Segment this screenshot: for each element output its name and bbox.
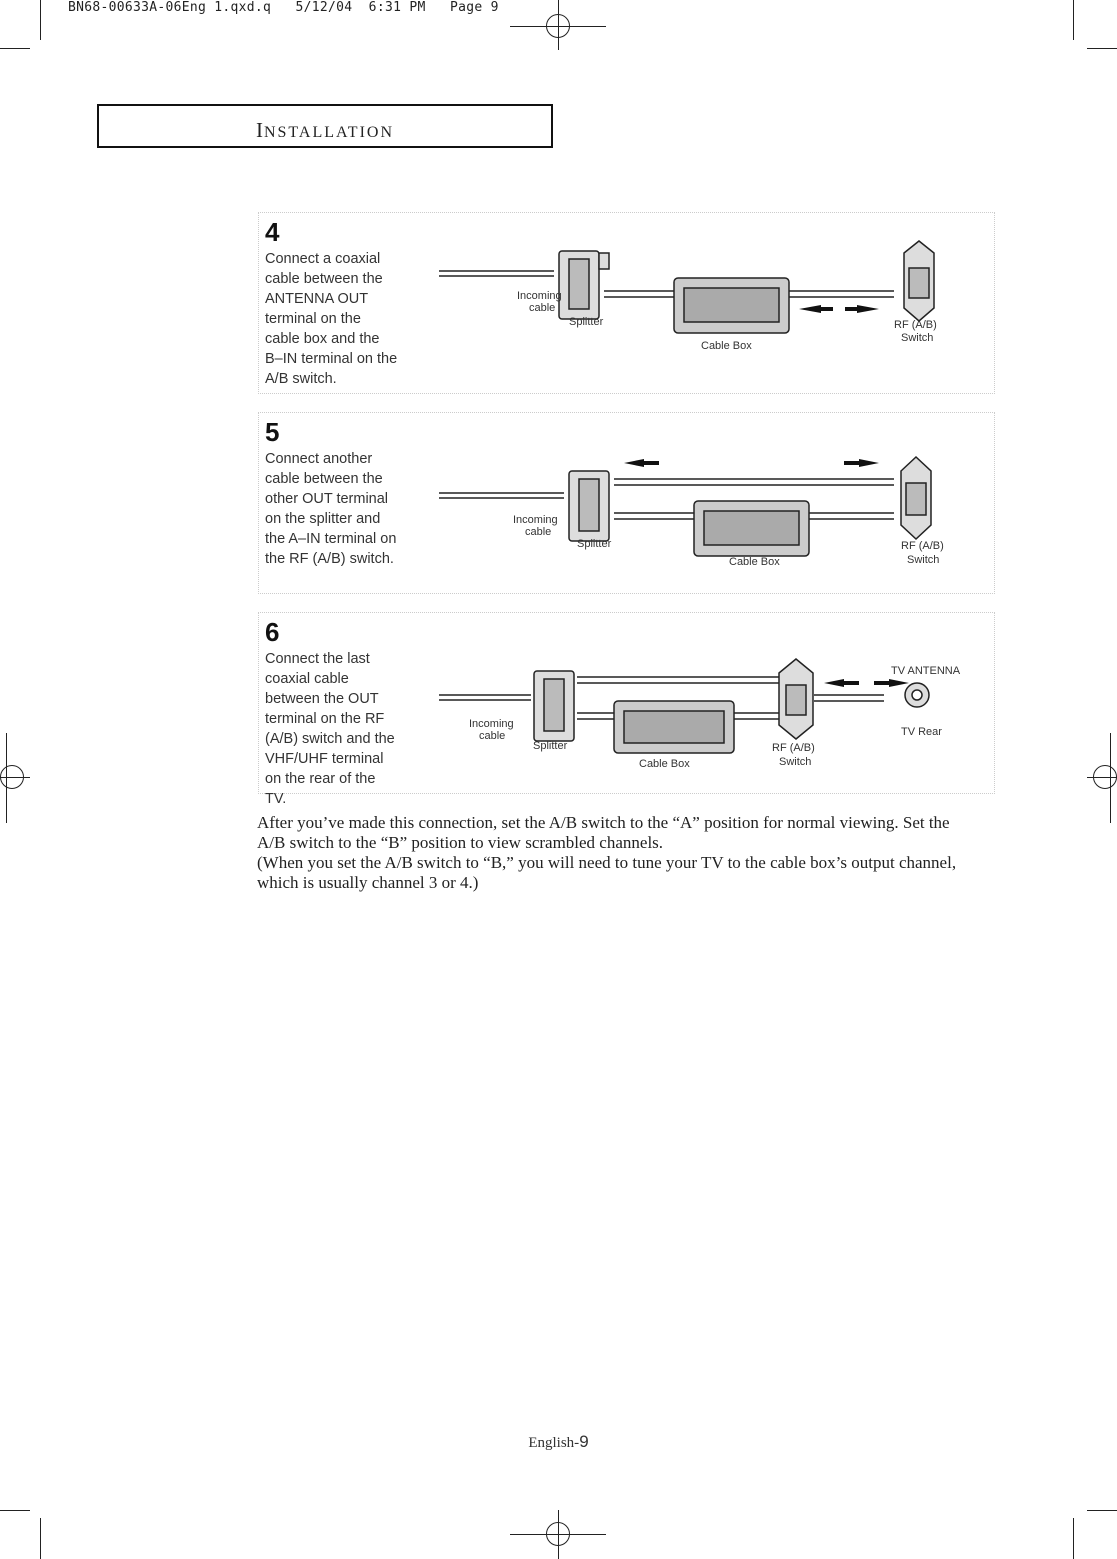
step-number: 4 xyxy=(265,217,280,247)
step-4 xyxy=(258,212,995,394)
registration-line xyxy=(6,733,7,823)
cable-box-label: Cable Box xyxy=(729,556,780,568)
tv-antenna-label: TV ANTENNA xyxy=(891,665,961,677)
step-instruction: Connect the last coaxial cable between the OUT terminal on the RF (A/B) switch and the VHF/UHF terminal on the rear of the TV. xyxy=(265,651,395,807)
registration-line xyxy=(558,0,559,50)
step-number: 6 xyxy=(265,617,280,647)
body-text xyxy=(257,813,977,893)
rf-switch-label: RF (A/B) xyxy=(772,742,815,754)
cable-box xyxy=(694,501,809,556)
crop-mark xyxy=(0,1510,30,1511)
incoming-label: Incoming xyxy=(517,290,562,302)
cable-label: cable xyxy=(479,730,506,742)
paragraph: (When you set the A/B switch to “B,” you will need to tune your TV to the cable box’s output channel, which is usually channel 3 or 4.) xyxy=(257,853,957,892)
paragraph: After you’ve made this connection, set the A/B switch to the “A” position for normal viewing. Set the A/B switch to the “B” position to view scrambled channels. xyxy=(257,813,950,852)
step-6 xyxy=(258,612,995,807)
crop-mark xyxy=(40,0,41,40)
page-number: English-9 xyxy=(528,1432,589,1451)
crop-mark xyxy=(1087,1510,1117,1511)
cable-box-label: Cable Box xyxy=(701,340,752,352)
step-instruction: Connect a coaxial cable between the ANTENNA OUT terminal on the cable box and the B–IN terminal on the A/B switch. xyxy=(265,251,398,387)
section-header xyxy=(97,104,553,148)
step-5 xyxy=(258,412,995,594)
rf-switch xyxy=(779,659,813,739)
crop-mark xyxy=(40,1518,41,1559)
switch-label: Switch xyxy=(907,554,940,566)
incoming-label: Incoming xyxy=(513,514,558,526)
registration-line xyxy=(0,777,30,778)
cable-label: cable xyxy=(525,526,552,538)
rf-switch xyxy=(901,457,931,539)
incoming-label: Incoming xyxy=(469,718,514,730)
connection-diagram xyxy=(439,213,989,393)
cable-box-label: Cable Box xyxy=(639,758,690,770)
splitter xyxy=(559,251,609,319)
splitter-label: Splitter xyxy=(533,740,568,752)
step-number: 5 xyxy=(265,417,280,447)
cable-label: cable xyxy=(529,302,556,314)
section-title: INSTALLATION xyxy=(255,118,395,142)
crop-mark xyxy=(1073,0,1074,40)
rf-switch xyxy=(904,241,934,321)
splitter-label: Splitter xyxy=(577,538,612,550)
crop-mark xyxy=(1073,1518,1074,1559)
crop-mark xyxy=(0,48,30,49)
registration-line xyxy=(1087,777,1117,778)
cable-box xyxy=(614,701,734,753)
cable-box xyxy=(674,278,789,333)
registration-line xyxy=(1110,733,1111,823)
step-instruction: Connect another cable between the other OUT terminal on the splitter and the A–IN terminal on the RF (A/B) switch. xyxy=(265,451,397,567)
switch-label: Switch xyxy=(901,332,934,344)
splitter xyxy=(569,471,609,541)
tv-rear-label: TV Rear xyxy=(901,726,942,738)
switch-label: Switch xyxy=(779,756,812,768)
tv-terminal xyxy=(905,683,929,707)
crop-mark xyxy=(1087,48,1117,49)
print-slug: BN68-00633A-06Eng 1.qxd.q 5/12/04 6:31 PM Page 9 xyxy=(68,0,499,15)
rf-switch-label: RF (A/B) xyxy=(901,540,944,552)
connection-diagram xyxy=(439,413,989,593)
connection-diagram xyxy=(439,613,989,793)
splitter-label: Splitter xyxy=(569,316,604,328)
registration-line xyxy=(558,1510,559,1559)
rf-switch-label: RF (A/B) xyxy=(894,319,937,331)
splitter xyxy=(534,671,574,741)
